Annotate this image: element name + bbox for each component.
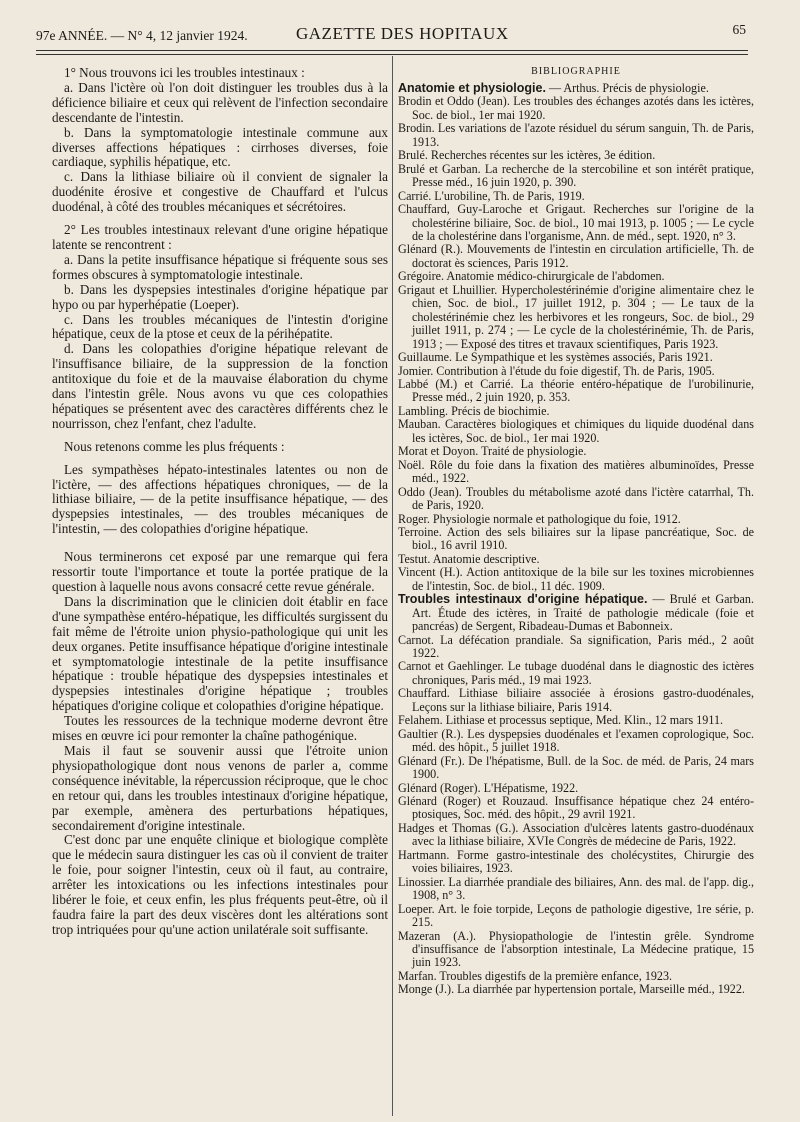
- left-column: [52, 66, 388, 1110]
- paragraph: Nous terminerons cet exposé par une remarque qui fera ressortir toute l'importance et toute la portée pratique de la question à laquelle nous avons consacré cette revue générale.: [52, 549, 388, 594]
- column-separator: [392, 56, 393, 1116]
- bib-entry: Terroine. Action des sels biliaires sur la lipase pancréatique, Soc. de biol., 16 avril 1910.: [398, 524, 754, 553]
- bib-entry: Carnot et Gaehlinger. Le tubage duodénal dans le diagnostic des ictères chroniques, Paris méd., 19 mai 1923.: [398, 659, 754, 687]
- bib-entry: Morat et Doyon. Traité de physiologie.: [398, 444, 587, 459]
- paragraph: b. Dans la symptomatologie intestinale commune aux diverses affections hépatiques : cirrhoses diverses, foie cardiaque, syphilis hépatique, etc.: [52, 124, 388, 170]
- bib-entry: Carnot. La défécation prandiale. Sa signification, Paris méd., 2 août 1922.: [398, 632, 754, 661]
- paragraph: Dans la discrimination que le clinicien doit établir en face d'une sympathèse entéro-hépatique, les difficultés surgissent du fait même de l'étroite union physio-pathologique qui unit les deux organes. Petite insuffisance hépatique d'origine intestinale et symptomatologie intestinale de la petite insuffisance hépatique : trouble hépatique des dyspepsies intestinales et dyspepsies intestinales d'origine hépatique ; troubles hépatiques d'origine colique et colopathies d'origine hépatique.: [52, 593, 388, 714]
- bib-entry: Loeper. Art. le foie torpide, Leçons de pathologie digestive, 1re série, p. 215.: [398, 901, 754, 930]
- bib-entry: Noël. Rôle du foie dans la fixation des matières albuminoïdes, Presse méd., 1922.: [398, 457, 754, 486]
- bib-entry: Roger. Physiologie normale et pathologique du foie, 1912.: [398, 511, 681, 526]
- page-header: [36, 22, 746, 52]
- paragraph: 1° Nous trouvons ici les troubles intestinaux :: [64, 65, 305, 80]
- bib-entry: Testut. Anatomie descriptive.: [398, 551, 540, 566]
- bib-entry: Carrié. L'urobiline, Th. de Paris, 1919.: [398, 188, 585, 203]
- right-column: [398, 66, 754, 1110]
- bib-entry-text: — Arthus. Précis de physiologie.: [545, 81, 709, 95]
- bib-entry: Jomier. Contribution à l'étude du foie digestif, Th. de Paris, 1905.: [398, 363, 715, 378]
- bib-entry: Lambling. Précis de biochimie.: [398, 403, 550, 418]
- bib-entry: Chauffard. Lithiase biliaire associée à érosions gastro-duodénales, Leçons sur la lithiase biliaire, Paris 1914.: [398, 686, 754, 714]
- bib-entry: Brulé et Garban. La recherche de la stercobiline et son intérêt pratique, Presse méd., 16 juin 1920, p. 390.: [398, 161, 754, 190]
- section-heading: Troubles intestinaux d'origine hépatique.: [398, 592, 648, 607]
- bib-entry: Hadges et Thomas (G.). Association d'ulcères latents gastro-duodénaux avec la lithiase biliaire, XVIe Congrès de médecine de Paris, 1922.: [398, 820, 754, 849]
- header-rule-2: [36, 54, 748, 55]
- issue-info: 97e ANNÉE. — N° 4, 12 janvier 1924.: [36, 28, 248, 43]
- bib-entry: Brodin et Oddo (Jean). Les troubles des échanges azotés dans les ictères, Soc. de biol., 1er mai 1920.: [398, 94, 754, 122]
- bib-entry: Labbé (M.) et Carrié. La théorie entéro-hépatique de l'urobilinurie, Presse méd., 2 juin 1920, p. 353.: [398, 376, 754, 405]
- bib-entry: Guillaume. Le Sympathique et les systèmes associés, Paris 1921.: [398, 350, 713, 365]
- bib-entry: [398, 593, 754, 633]
- bib-entry: Marfan. Troubles digestifs de la première enfance, 1923.: [398, 968, 673, 983]
- bib-entry: Grigaut et Lhuillier. Hypercholestérinémie d'origine alimentaire chez le chien, Soc. de biol., 17 juillet 1912, p. 304 ; — Le taux de la cholestérinémie chez les herbivores et les rongeurs, Soc. de biol., 29 juillet 1911, p. 274 ; — Le cycle de la cholestérinémie, Th. de Paris, 1913 ; — Exposé des titres et travaux scientifiques, Paris 1923.: [398, 282, 754, 351]
- bib-entry: Glénard (Roger). L'Hépatisme, 1922.: [398, 780, 579, 795]
- paragraph: c. Dans les troubles mécaniques de l'intestin d'origine hépatique, ceux de la ptose et ceux de la périhépatite.: [52, 311, 388, 342]
- paragraph: c. Dans la lithiase biliaire où il convient de signaler la duodénite érosive et congestive de Chauffard et l'ulcus duodénal, à côté des troubles mécaniques et sécrétoires.: [52, 169, 388, 215]
- bib-entry: Mazeran (A.). Physiopathologie de l'intestin grêle. Syndrome d'insuffisance de l'absorption intestinale, La Médecine pratique, 15 juin 1923.: [398, 928, 754, 970]
- paragraph: b. Dans les dyspepsies intestinales d'origine hépatique par hypo ou par hyperhépatie (Loeper).: [52, 281, 388, 312]
- journal-title: GAZETTE DES HOPITAUX: [296, 24, 509, 43]
- bib-entry: Grégoire. Anatomie médico-chirurgicale de l'abdomen.: [398, 269, 665, 284]
- bib-entry: [398, 82, 754, 95]
- page-number: 65: [732, 22, 746, 37]
- bib-entry: Vincent (H.). Action antitoxique de la bile sur les toxines microbiennes de l'intestin, Soc. de biol., 11 déc. 1909.: [398, 565, 754, 593]
- bib-entry: Glénard (R.). Mouvements de l'intestin en circulation artificielle, Th. de doctorat ès sciences, Paris 1912.: [398, 242, 754, 270]
- bibliography-title: BIBLIOGRAPHIE: [531, 66, 621, 77]
- bib-entry: Glénard (Fr.). De l'hépatisme, Bull. de la Soc. de méd. de Paris, 24 mars 1900.: [398, 753, 754, 782]
- bib-entry: Glénard (Roger) et Rouzaud. Insuffisance hépatique chez 24 entéro-ptosiques, Soc. méd. des hôpit., 29 avril 1921.: [398, 794, 754, 822]
- paragraph: d. Dans les colopathies d'origine hépatique relevant de l'insuffisance biliaire, de la suppression de la fonction antitoxique du foie et de la mauvaise élaboration du chyme dans l'intestin grêle. Nous avons vu que ces colopathies hépatiques se présentent avec des caractères différents chez le nourrisson, chez l'enfant, chez l'adulte.: [52, 341, 388, 431]
- paragraph: Mais il faut se souvenir aussi que l'étroite union physiopathologique dont nous venons de parler a, comme conséquence inévitable, la répercussion réciproque, que le choc en retour qui, dans les troubles intestinaux d'origine hépatique, par exemple, amènera des perturbations hépatiques, secondairement d'origine intestinale.: [52, 742, 388, 833]
- paragraph: C'est donc par une enquête clinique et biologique complète que le médecin saura distinguer les cas où il convient de traiter le foie, pour soigner l'intestin, ceux où il faut, au contraire, arrêter les intoxications ou les infections intestinales pour libérer le foie, et ceux enfin, les plus fréquents peut-être, où il faudra faire la part des deux viscères dont les altérations sont trop intriquées pour qu'une action unilatérale soit suffisante.: [52, 832, 388, 937]
- paragraph: Toutes les ressources de la technique moderne devront être mises en œuvre ici pour remonter la chaîne pathogénique.: [52, 713, 388, 744]
- bib-entry: Chauffard, Guy-Laroche et Grigaut. Recherches sur l'origine de la cholestérine biliaire, Soc. de biol., 10 mai 1913, p. 1005 ; — Le cycle de la cholestérine dans l'organisme, Ann. de méd., sept. 1920, n° 3.: [398, 202, 754, 243]
- bib-entry-text: — Brulé et Garban. Art. Étude des ictères, in Traité de pathologie médicale (foie et pancréas) de Sergent, Ribadeau-Dumas et Babonneix.: [412, 592, 754, 634]
- bib-entry: Linossier. La diarrhée prandiale des biliaires, Ann. des mal. de l'app. dig., 1908, n° 3.: [398, 874, 754, 903]
- bib-entry: Hartmann. Forme gastro-intestinale des cholécystites, Chirurgie des voies biliaires, 1923.: [398, 847, 754, 876]
- paragraph: Les sympathèses hépato-intestinales latentes ou non de l'ictère, — des affections hépatiques chroniques, — de la lithiase biliaire, — de la petite insuffisance hépatique, — des dyspepsies intestinales, — des troubles mécaniques de l'intestin, — des colopathies d'origine hépatique.: [52, 461, 388, 537]
- bib-entry: Brulé. Recherches récentes sur les ictères, 3e édition.: [398, 148, 656, 163]
- paragraph: a. Dans l'ictère où l'on doit distinguer les troubles dus à la déficience biliaire et ceux qui relèvent de l'infection secondaire descendante de l'intestin.: [52, 79, 388, 125]
- bib-entry: Gaultier (R.). Les dyspepsies duodénales et l'examen coprologique, Soc. méd. des hôpit., 5 juillet 1918.: [398, 726, 754, 755]
- header-rule: [36, 50, 748, 51]
- bib-entry: Mauban. Caractères biologiques et chimiques du liquide duodénal dans les ictères, Soc. de biol., 1er mai 1920.: [398, 417, 754, 445]
- bib-entry: Brodin. Les variations de l'azote résiduel du sérum sanguin, Th. de Paris, 1913.: [398, 121, 754, 149]
- bib-entry: Felahem. Lithiase et processus septique, Med. Klin., 12 mars 1911.: [398, 713, 724, 728]
- paragraph: 2° Les troubles intestinaux relevant d'une origine hépatique latente se rencontrent :: [52, 222, 388, 252]
- bib-entry: Monge (J.). La diarrhée par hypertension portale, Marseille méd., 1922.: [398, 982, 745, 997]
- section-heading: Anatomie et physiologie.: [398, 81, 546, 95]
- paragraph: Nous retenons comme les plus fréquents :: [64, 438, 285, 454]
- bib-entry: Oddo (Jean). Troubles du métabolisme azoté dans l'ictère catarrhal, Th. de Paris, 1920.: [398, 484, 754, 513]
- paragraph: a. Dans la petite insuffisance hépatique si fréquente sous ses formes obscures à symptomatologie intestinale.: [52, 251, 388, 282]
